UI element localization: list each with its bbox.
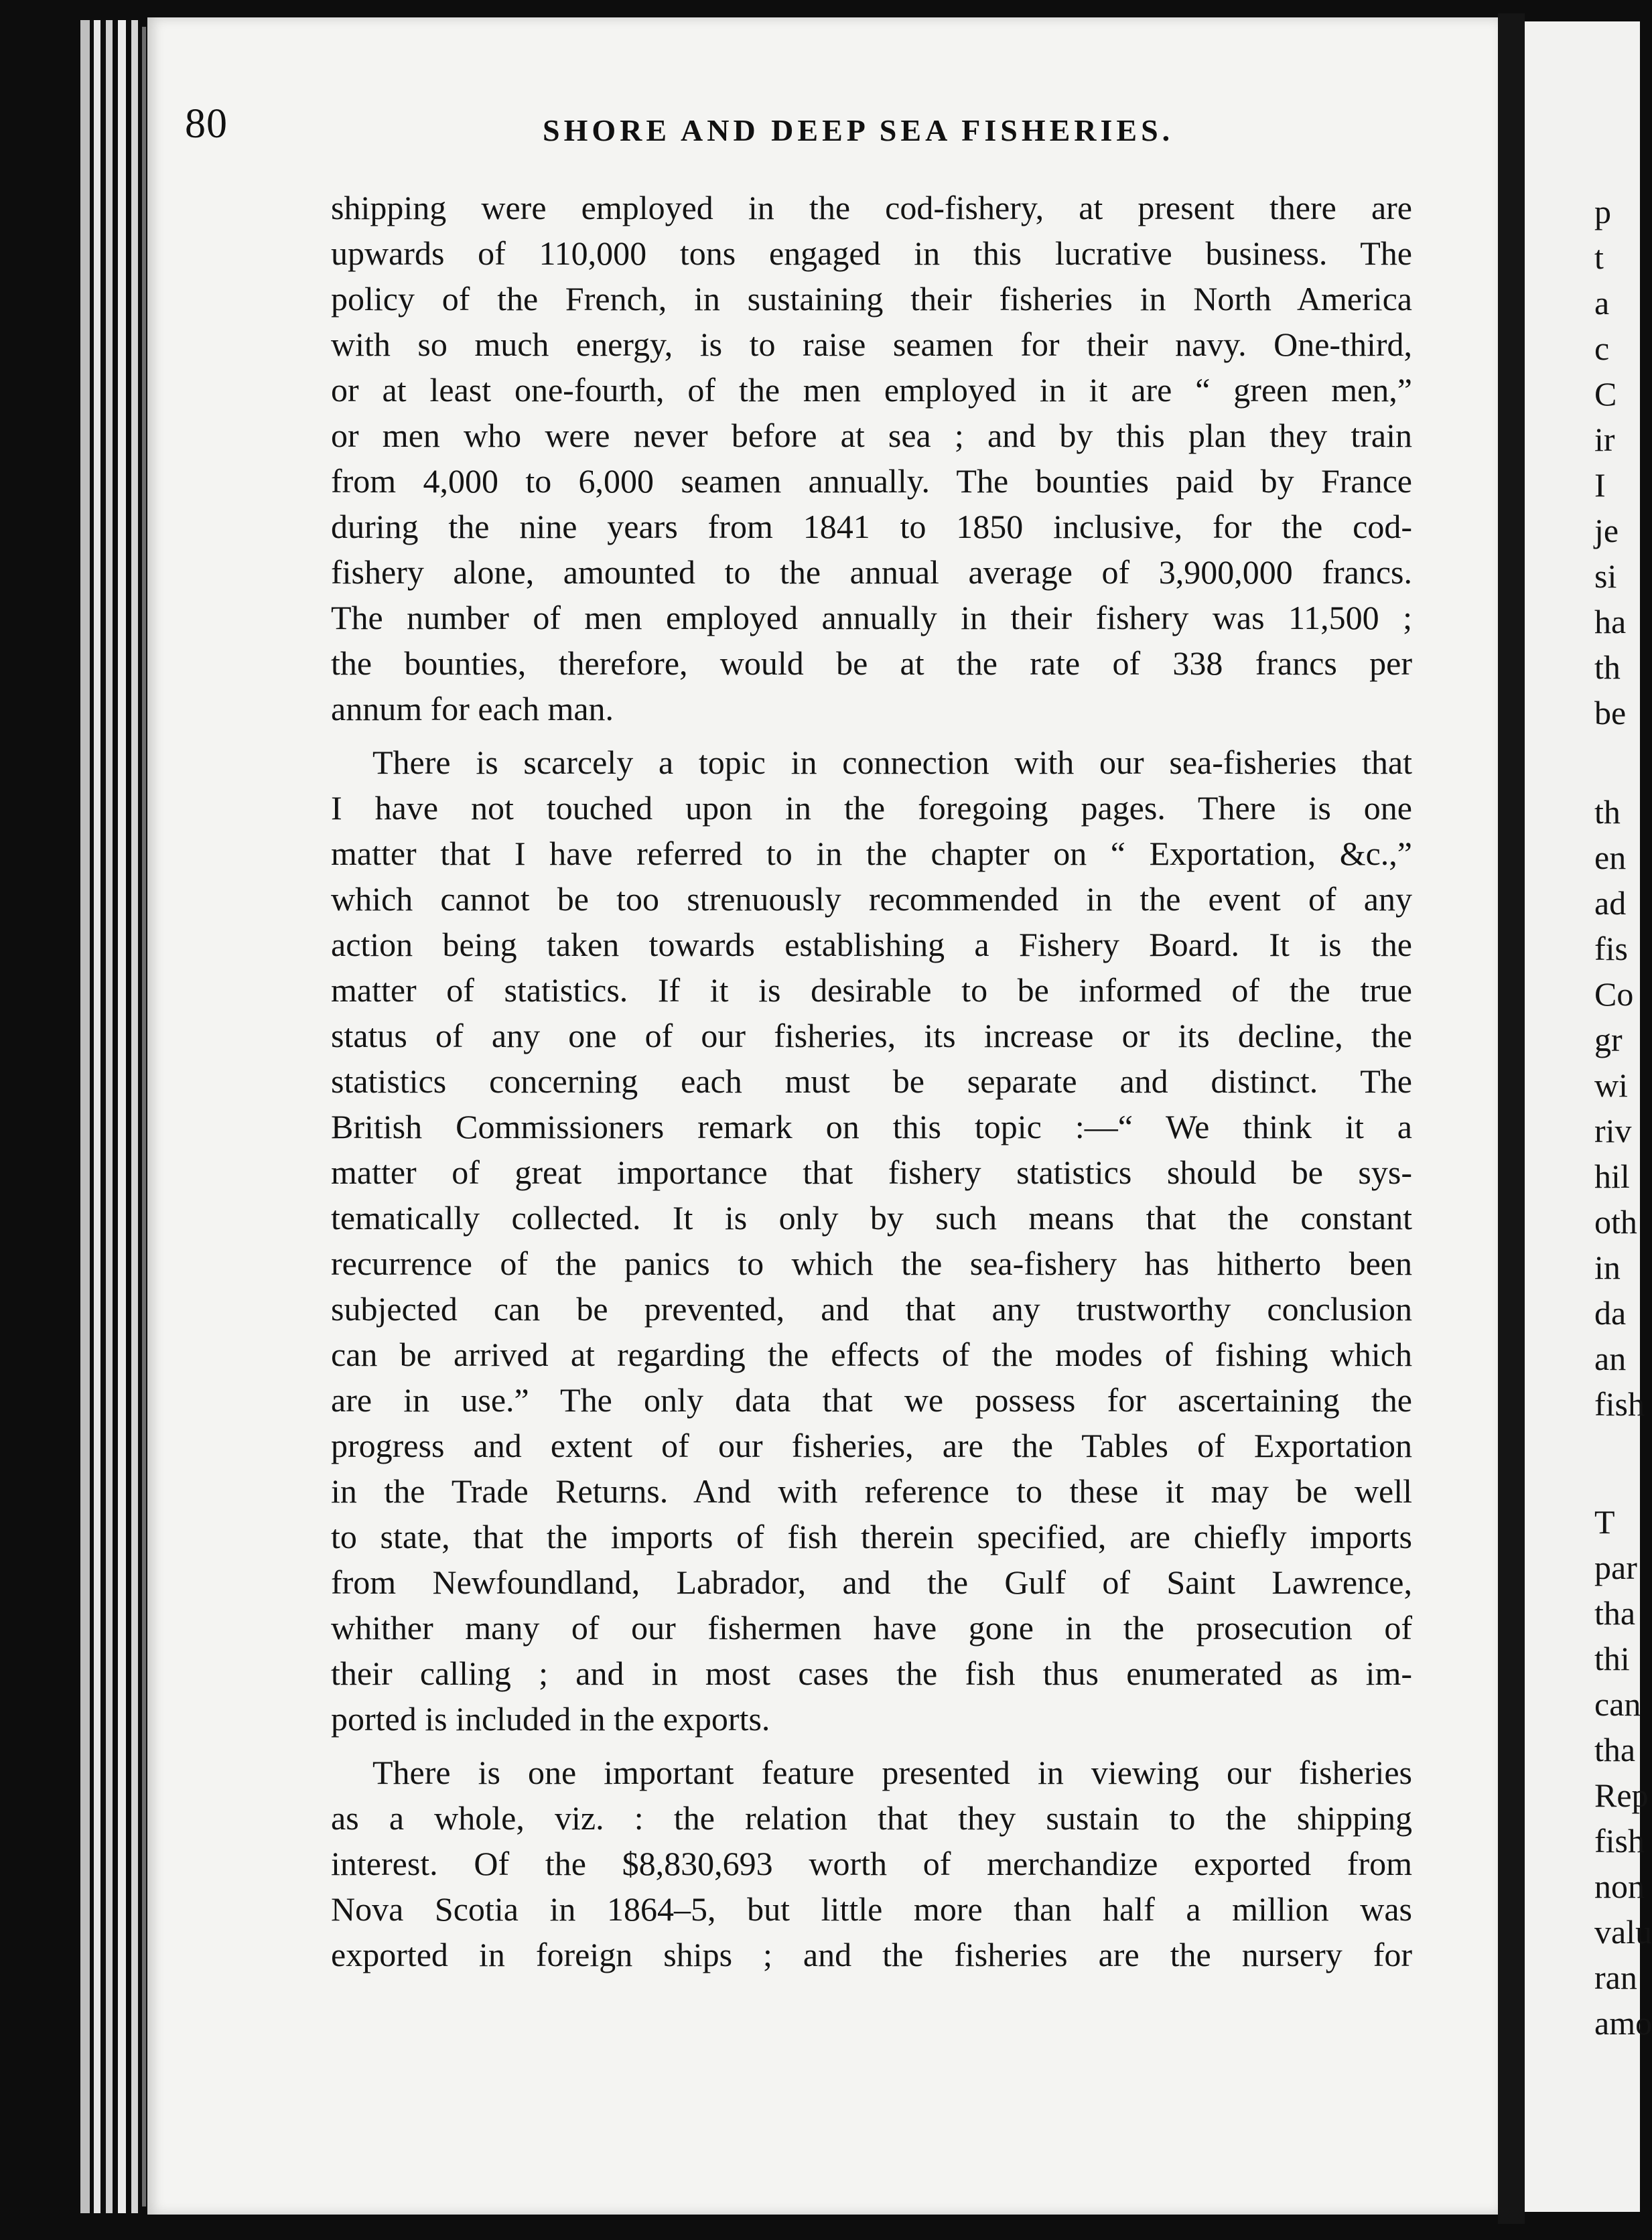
facing-fragment: non: [1594, 1868, 1645, 1905]
facing-fragment: hil: [1594, 1158, 1630, 1195]
gutter-shadow: [142, 27, 146, 2207]
facing-fragment: p: [1594, 193, 1611, 230]
facing-fragment: c: [1594, 330, 1610, 367]
facing-fragment: ir: [1594, 421, 1615, 458]
facing-fragment: oth: [1594, 1203, 1637, 1241]
body-line: matter that I have referred to in the chapter on “ Exportation, &c.,”: [331, 835, 1412, 872]
body-line: interest. Of the $8,830,693 worth of merchandize exported from: [331, 1845, 1412, 1882]
body-line: There is one important feature presented in viewing our fisheries: [372, 1754, 1412, 1791]
facing-fragment: fish: [1594, 1822, 1645, 1860]
body-line: The number of men employed annually in their fishery was 11,500 ;: [331, 599, 1412, 636]
body-line: their calling ; and in most cases the fish thus enumerated as im-: [331, 1655, 1412, 1692]
body-line: fishery alone, amounted to the annual average of 3,900,000 francs.: [331, 553, 1412, 591]
page-edge: [80, 20, 90, 2213]
body-line: policy of the French, in sustaining their fisheries in North America: [331, 280, 1412, 318]
body-line: in the Trade Returns. And with reference to these it may be well: [331, 1472, 1412, 1510]
body-line: British Commissioners remark on this topic :—“ We think it a: [331, 1108, 1412, 1145]
body-line: or men who were never before at sea ; and by this plan they train: [331, 417, 1412, 454]
facing-fragment: I: [1594, 466, 1606, 504]
running-title: SHORE AND DEEP SEA FISHERIES.: [543, 113, 1174, 147]
facing-fragment: fis: [1594, 930, 1628, 967]
facing-fragment: gr: [1594, 1021, 1623, 1058]
body-line: during the nine years from 1841 to 1850 inclusive, for the cod-: [331, 508, 1412, 545]
body-line: as a whole, viz. : the relation that they sustain to the shipping: [331, 1799, 1412, 1837]
body-line: shipping were employed in the cod-fishery, at present there are: [331, 189, 1412, 226]
facing-fragment: Co: [1594, 975, 1634, 1013]
body-line: annum for each man.: [331, 690, 614, 727]
body-line: action being taken towards establishing a Fishery Board. It is the: [331, 926, 1412, 963]
facing-fragment: can: [1594, 1685, 1641, 1723]
facing-fragment: th: [1594, 793, 1621, 831]
facing-fragment: a: [1594, 284, 1610, 322]
body-line: upwards of 110,000 tons engaged in this lucrative business. The: [331, 234, 1412, 272]
body-line: or at least one-fourth, of the men employed in it are “ green men,”: [331, 371, 1412, 409]
facing-fragment: valu: [1594, 1913, 1652, 1951]
body-line: are in use.” The only data that we possess for ascertaining the: [331, 1381, 1412, 1419]
body-line: exported in foreign ships ; and the fisheries are the nursery for: [331, 1936, 1412, 1973]
facing-fragment: thi: [1594, 1640, 1630, 1677]
facing-fragment: ad: [1594, 884, 1627, 922]
body-line: from Newfoundland, Labrador, and the Gulf of Saint Lawrence,: [331, 1563, 1412, 1601]
page-number: 80: [185, 101, 228, 147]
body-line: statistics concerning each must be separate and distinct. The: [331, 1062, 1412, 1100]
facing-fragment: tha: [1594, 1731, 1636, 1768]
facing-fragment: je: [1594, 512, 1619, 549]
body-line: matter of statistics. If it is desirable to be informed of the true: [331, 971, 1412, 1009]
body-line: progress and extent of our fisheries, are the Tables of Exportation: [331, 1427, 1412, 1464]
body-line: I have not touched upon in the foregoing pages. There is one: [331, 789, 1412, 827]
body-line: Nova Scotia in 1864–5, but little more than half a million was: [331, 1890, 1412, 1928]
facing-fragment: amo: [1594, 2004, 1652, 2042]
facing-fragment: da: [1594, 1294, 1627, 1332]
facing-fragment: riv: [1594, 1112, 1632, 1149]
facing-fragment: t: [1594, 238, 1604, 276]
body-line: whither many of our fishermen have gone in the prosecution of: [331, 1609, 1412, 1647]
body-line: to state, that the imports of fish therein specified, are chiefly imports: [331, 1518, 1412, 1555]
facing-fragment: ha: [1594, 603, 1627, 640]
facing-fragment: si: [1594, 557, 1617, 595]
body-line: tematically collected. It is only by such means that the constant: [331, 1199, 1412, 1237]
page-edge: [94, 20, 100, 2213]
facing-fragment: be: [1594, 694, 1627, 731]
facing-fragment: T: [1594, 1503, 1615, 1541]
body-line: ported is included in the exports.: [331, 1700, 770, 1738]
page-edge: [131, 20, 138, 2213]
body-line: There is scarcely a topic in connection with our sea-fisheries that: [372, 744, 1412, 781]
facing-fragment: th: [1594, 648, 1621, 686]
body-line: subjected can be prevented, and that any trustworthy conclusion: [331, 1290, 1412, 1328]
facing-fragment: fish: [1594, 1385, 1645, 1423]
body-line: can be arrived at regarding the effects of the modes of fishing which: [331, 1336, 1412, 1373]
facing-fragment: wi: [1594, 1066, 1628, 1104]
facing-fragment: Rep: [1594, 1776, 1649, 1814]
facing-fragment: C: [1594, 375, 1617, 413]
facing-fragment: en: [1594, 839, 1627, 876]
book-spine: [1498, 13, 1525, 2224]
page-edge: [118, 20, 126, 2213]
facing-fragment: ran: [1594, 1959, 1637, 1996]
page-edge: [106, 20, 113, 2213]
facing-fragment: tha: [1594, 1594, 1636, 1632]
facing-fragment: par: [1594, 1549, 1637, 1586]
body-line: the bounties, therefore, would be at the rate of 338 francs per: [331, 644, 1412, 682]
body-line: status of any one of our fisheries, its increase or its decline, the: [331, 1017, 1412, 1054]
body-line: from 4,000 to 6,000 seamen annually. The bounties paid by France: [331, 462, 1412, 500]
facing-fragment: in: [1594, 1249, 1621, 1286]
facing-fragment: an: [1594, 1340, 1627, 1377]
body-line: matter of great importance that fishery statistics should be sys-: [331, 1153, 1412, 1191]
body-line: which cannot be too strenuously recommended in the event of any: [331, 880, 1412, 918]
body-line: with so much energy, is to raise seamen for their navy. One-third,: [331, 326, 1412, 363]
body-line: recurrence of the panics to which the sea-fishery has hitherto been: [331, 1245, 1412, 1282]
